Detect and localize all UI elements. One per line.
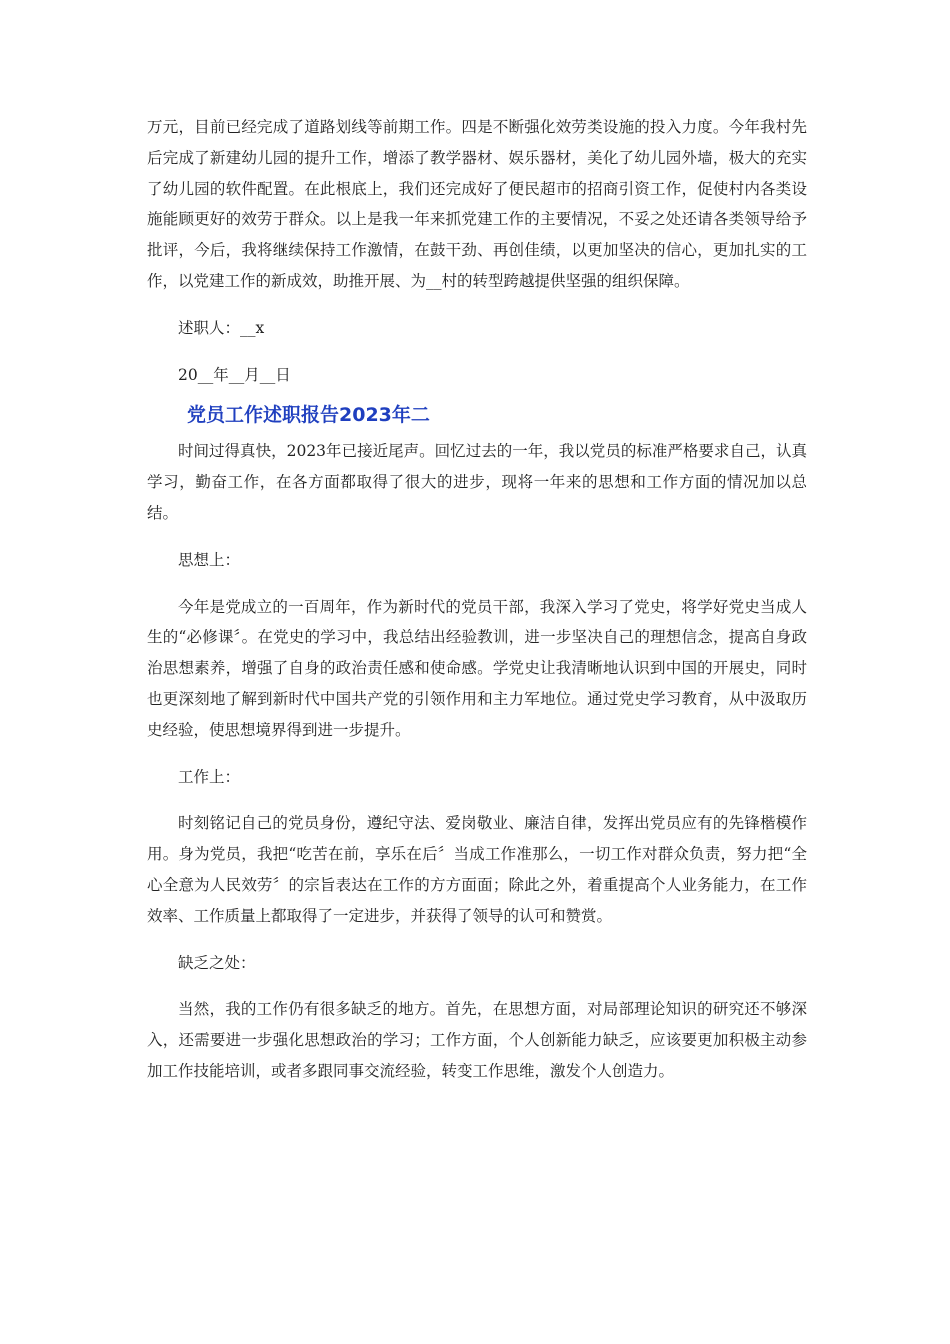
paragraph-thought: 今年是党成立的一百周年，作为新时代的党员干部，我深入学习了党史，将学好党史当成人生的“必修课〞。在党史的学习中，我总结出经验教训，进一步坚决自己的理想信念，提高自身政治思想素养，增强了自身的政治责任感和使命感。学党史让我清晰地认识到中国的开展史，同时也更深刻地了解到新时代中国共产党的引领作用和主力军地位。通过党史学习教育，从中汲取历史经验，使思想境界得到进一步提升。: [147, 597, 807, 739]
paragraph-shortcoming: 当然，我的工作仍有很多缺乏的地方。首先，在思想方面，对局部理论知识的研究还不够深入，还需要进一步强化思想政治的学习；工作方面，个人创新能力缺乏，应该要更加积极主动参加工作技能培训，或者多跟同事交流经验，转变工作思维，激发个人创造力。: [147, 1000, 807, 1080]
label-work: 工作上：: [178, 767, 241, 786]
paragraph-closing: 万元，目前已经完成了道路划线等前期工作。四是不断强化效劳类设施的投入力度。今年我村先后完成了新建幼儿园的提升工作，增添了教学器材、娱乐器材，美化了幼儿园外墙，极大的充实了幼儿园的软件配置。在此根底上，我们还完成好了便民超市的招商引资工作，促使村内各类设施能顾更好的效劳于群众。以上是我一年来抓党建工作的主要情况，不妥之处还请各类领导给予批评，今后，我将继续保持工作激情，在鼓干劲、再创佳绩，以更加坚决的信心，更加扎实的工作，以党建工作的新成效，助推开展、为__村的转型跨越提供坚强的组织保障。: [147, 118, 807, 290]
label-thought: 思想上：: [178, 550, 241, 569]
signer-line: 述职人：__x: [178, 318, 265, 337]
date-line: 20__年__月__日: [178, 365, 291, 384]
label-shortcoming: 缺乏之处：: [178, 953, 256, 972]
document-body: [147, 112, 807, 1103]
paragraph-work: 时刻铭记自己的党员身份，遵纪守法、爱岗敬业、廉洁自律，发挥出党员应有的先锋楷模作用。身为党员，我把“吃苦在前，享乐在后〞当成工作准那么，一切工作对群众负责，努力把“全心全意为人民效劳〞的宗旨表达在工作的方方面面；除此之外，着重提高个人业务能力，在工作效率、工作质量上都取得了一定进步，并获得了领导的认可和赞赏。: [147, 814, 807, 925]
section-heading: 党员工作述职报告2023年二: [187, 404, 430, 427]
paragraph-intro: 时间过得真快，2023年已接近尾声。回忆过去的一年，我以党员的标准严格要求自己，认真学习，勤奋工作，在各方面都取得了很大的进步，现将一年来的思想和工作方面的情况加以总结。: [147, 442, 807, 522]
